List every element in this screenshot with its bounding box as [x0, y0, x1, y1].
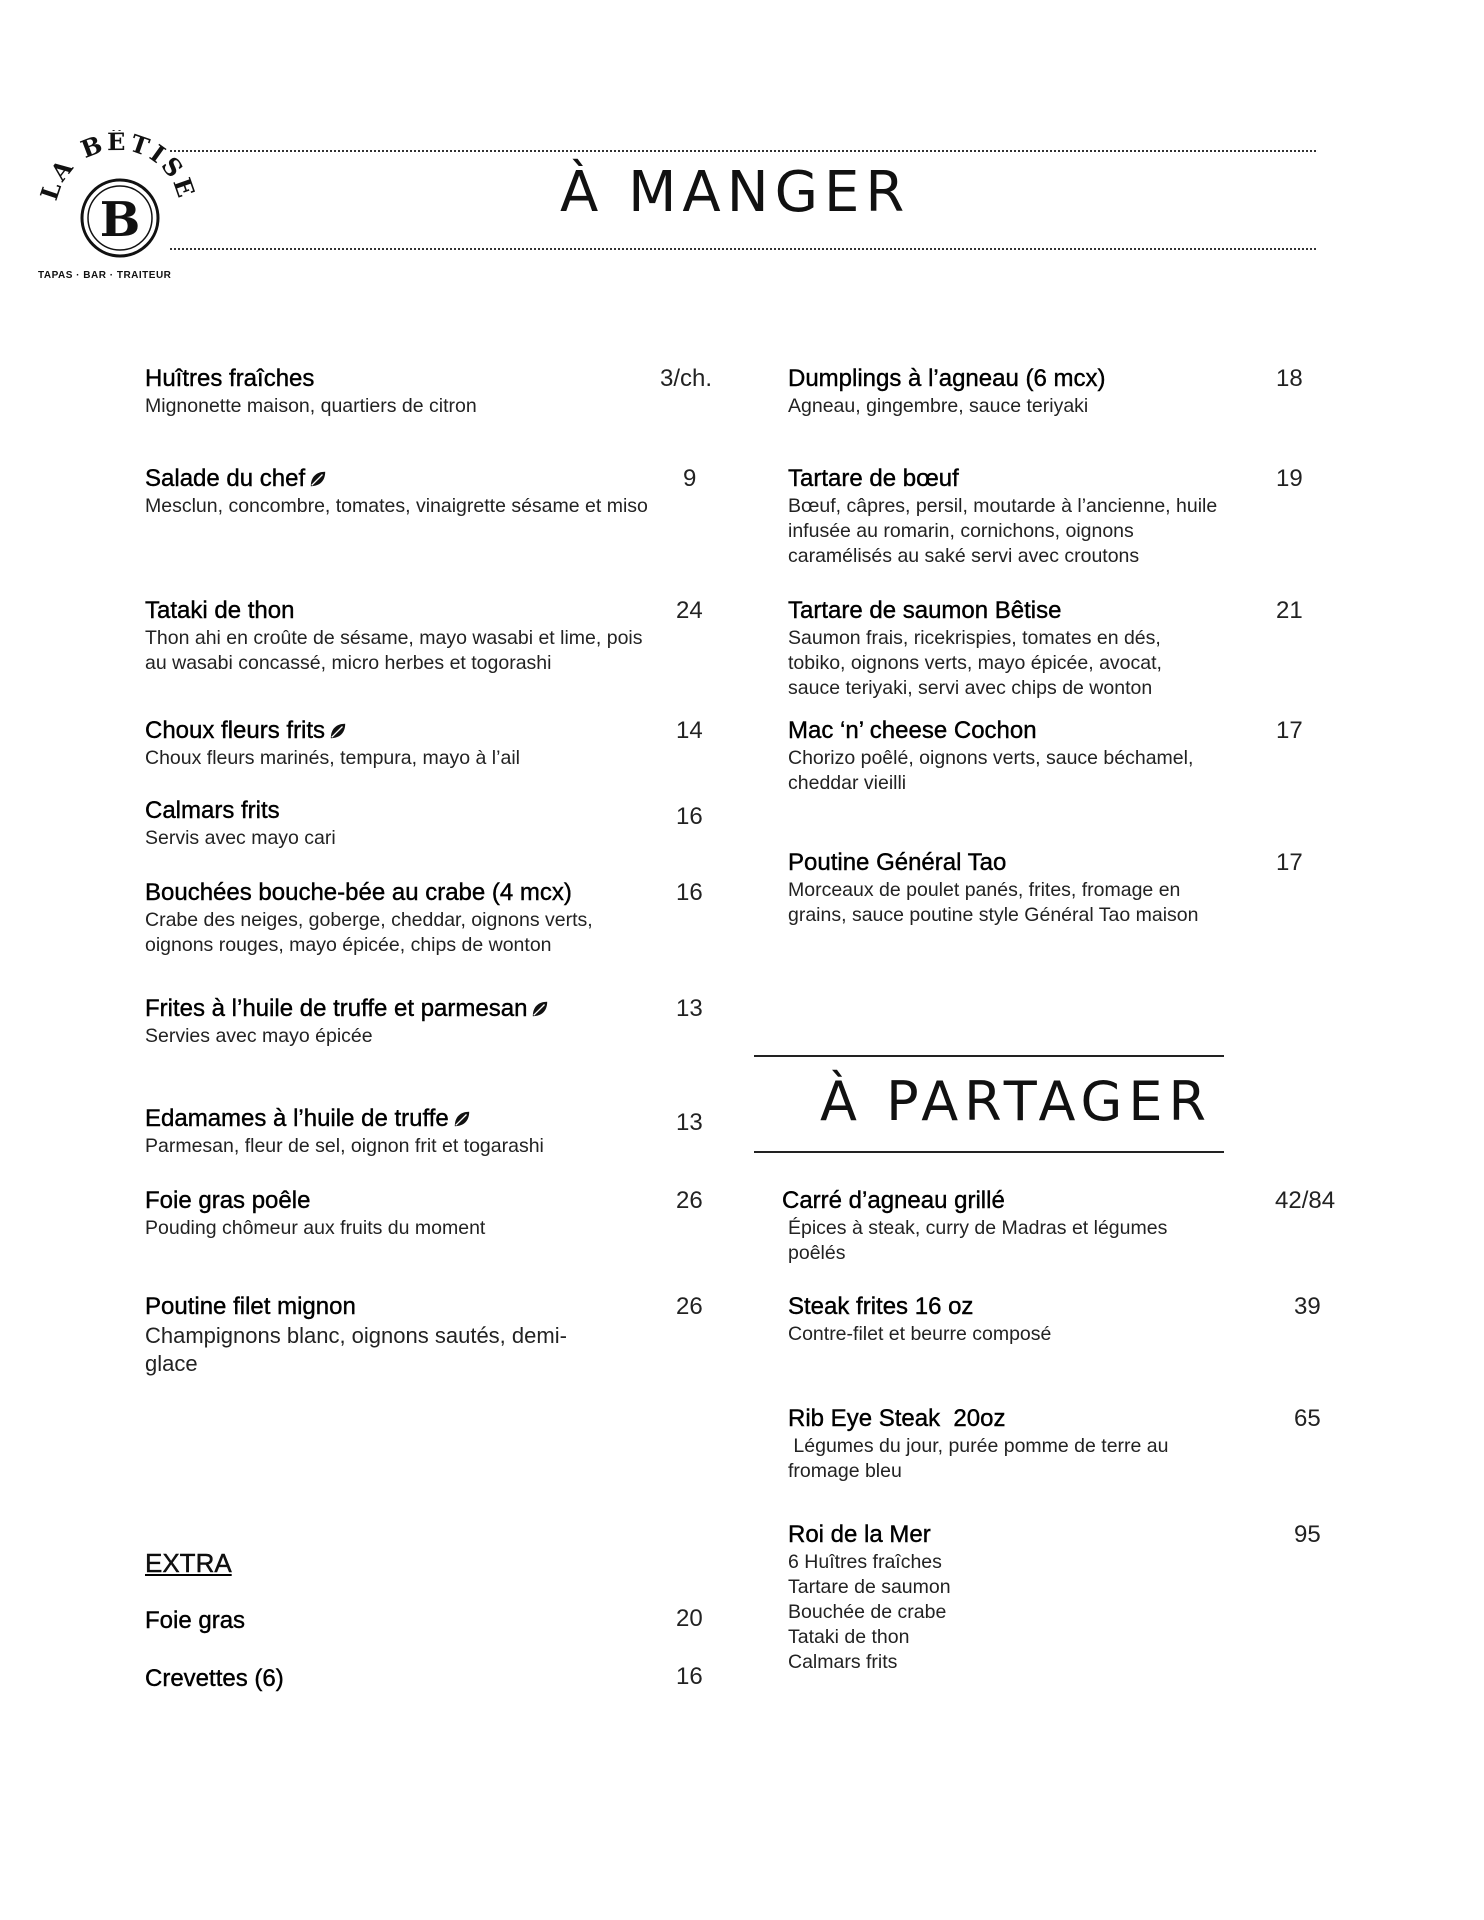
menu-item [788, 848, 1228, 928]
item-description-line: Calmars frits [788, 1651, 898, 1673]
item-price: 18 [1276, 365, 1303, 392]
item-price: 3/ch. [660, 365, 713, 392]
item-name: Frites à l’huile de truffe et parmesan [145, 995, 528, 1022]
item-name: Poutine filet mignon [145, 1293, 356, 1320]
item-name: Roi de la Mer [788, 1521, 931, 1548]
extra-item [145, 1606, 245, 1636]
share-rule-top [754, 1055, 1224, 1057]
section-title-share: À PARTAGER [820, 1070, 1213, 1133]
item-description-line: Tataki de thon [788, 1626, 910, 1648]
menu-item [145, 716, 665, 771]
vegetarian-leaf-icon [309, 470, 327, 488]
item-description: Parmesan, fleur de sel, oignon frit et togarashi [145, 1135, 544, 1157]
menu-item [145, 878, 645, 958]
menu-item [145, 1292, 605, 1378]
item-price: 20 [676, 1605, 703, 1632]
item-name: Crevettes (6) [145, 1665, 284, 1692]
logo-letter: B [99, 192, 141, 248]
item-description: Morceaux de poulet panés, frites, fromage en grains, sauce poutine style Général Tao maison [788, 879, 1199, 926]
menu-item [145, 1104, 665, 1159]
item-price: 16 [676, 1663, 703, 1690]
item-description: Bœuf, câpres, persil, moutarde à l’ancienne, huile infusée au romarin, cornichons, oignons caramélisés au saké servi avec croutons [788, 495, 1218, 567]
menu-item [782, 1186, 1222, 1266]
item-name: Carré d’agneau grillé [782, 1187, 1005, 1214]
menu-item [788, 596, 1208, 701]
logo-name: A BÊTIS [44, 130, 191, 187]
item-name: Mac ‘n’ cheese Cochon [788, 717, 1037, 744]
menu-item [145, 364, 665, 419]
item-name: Tartare de bœuf [788, 465, 959, 492]
item-price: 9 [683, 465, 697, 492]
item-description: Crabe des neiges, goberge, cheddar, oignons verts, oignons rouges, mayo épicée, chips de wonton [145, 909, 593, 956]
item-description: Champignons blanc, oignons sautés, demi-glace [145, 1323, 567, 1376]
item-price: 24 [676, 597, 703, 624]
item-description: Choux fleurs marinés, tempura, mayo à l’ail [145, 747, 520, 769]
page-title: À MANGER [560, 160, 911, 225]
vegetarian-leaf-icon [329, 722, 347, 740]
vegetarian-leaf-icon [453, 1110, 471, 1128]
item-name: Salade du chef [145, 465, 306, 492]
logo-tagline: TAPAS · BAR · TRAITEUR [38, 270, 172, 281]
item-price: 26 [676, 1293, 703, 1320]
menu-item [788, 716, 1228, 796]
item-name: Tataki de thon [145, 597, 295, 624]
item-name: Steak frites 16 oz [788, 1293, 974, 1320]
item-price: 13 [676, 995, 703, 1022]
menu-item [788, 464, 1228, 569]
item-price: 26 [676, 1187, 703, 1214]
item-name: Huîtres fraîches [145, 365, 315, 392]
item-description: Mignonette maison, quartiers de citron [145, 395, 477, 417]
header-rule-top [170, 150, 1316, 152]
menu-item [145, 796, 665, 851]
item-price: 19 [1276, 465, 1303, 492]
item-description: Thon ahi en croûte de sésame, mayo wasabi et lime, pois au wasabi concassé, micro herbes et togorashi [145, 627, 643, 674]
item-name: Choux fleurs frits [145, 717, 326, 744]
item-price: 16 [676, 879, 703, 906]
item-description: Pouding chômeur aux fruits du moment [145, 1217, 486, 1239]
menu-item [788, 364, 1238, 419]
item-name: Dumplings à l’agneau (6 mcx) [788, 365, 1106, 392]
item-name: Calmars frits [145, 797, 280, 824]
menu-item [788, 1404, 1218, 1484]
item-description: Épices à steak, curry de Madras et légumes poêlés [788, 1217, 1168, 1264]
item-description-line: 6 Huîtres fraîches [788, 1551, 942, 1573]
item-price: 17 [1276, 717, 1303, 744]
item-name: Foie gras [145, 1607, 246, 1634]
item-price: 16 [676, 803, 703, 830]
item-name: Foie gras poêle [145, 1187, 311, 1214]
item-description: Contre-filet et beurre composé [788, 1323, 1052, 1345]
item-description: Mesclun, concombre, tomates, vinaigrette sésame et miso [145, 495, 648, 517]
item-price: 14 [676, 717, 703, 744]
item-price: 39 [1294, 1293, 1321, 1320]
item-description: Saumon frais, ricekrispies, tomates en dés, tobiko, oignons verts, mayo épicée, avocat, sauce teriyaki, servi avec chips de wonton [788, 627, 1162, 699]
item-description: Agneau, gingembre, sauce teriyaki [788, 395, 1089, 417]
header-rule-bottom [170, 248, 1316, 250]
menu-item [145, 1186, 665, 1241]
share-rule-bottom [754, 1151, 1224, 1153]
extra-item [145, 1664, 284, 1694]
item-name: Tartare de saumon Bêtise [788, 597, 1062, 624]
item-description-line: Bouchée de crabe [788, 1601, 947, 1623]
vegetarian-leaf-icon [531, 1000, 549, 1018]
item-description-line: Tartare de saumon [788, 1576, 951, 1598]
item-price: 13 [676, 1109, 703, 1136]
extra-title: EXTRA [145, 1548, 232, 1578]
item-name: Bouchées bouche-bée au crabe (4 mcx) [145, 879, 572, 906]
menu-item [145, 994, 665, 1049]
item-name: Poutine Général Tao [788, 849, 1007, 876]
item-name: Edamames à l’huile de truffe [145, 1105, 449, 1132]
item-description: Légumes du jour, purée pomme de terre au fromage bleu [788, 1435, 1174, 1482]
item-price: 42/84 [1275, 1187, 1336, 1214]
restaurant-logo [38, 130, 198, 290]
item-price: 65 [1294, 1405, 1321, 1432]
item-price: 95 [1294, 1521, 1321, 1548]
menu-item [145, 464, 655, 519]
item-name: Rib Eye Steak 20oz [788, 1405, 1006, 1432]
menu-item [788, 1292, 1228, 1347]
menu-item [788, 1520, 1218, 1675]
item-price: 21 [1276, 597, 1303, 624]
item-price: 17 [1276, 849, 1303, 876]
item-description: Chorizo poêlé, oignons verts, sauce béchamel, cheddar vieilli [788, 747, 1194, 794]
item-description: Servies avec mayo épicée [145, 1025, 373, 1047]
menu-item [145, 596, 645, 676]
item-description: Servis avec mayo cari [145, 827, 336, 849]
